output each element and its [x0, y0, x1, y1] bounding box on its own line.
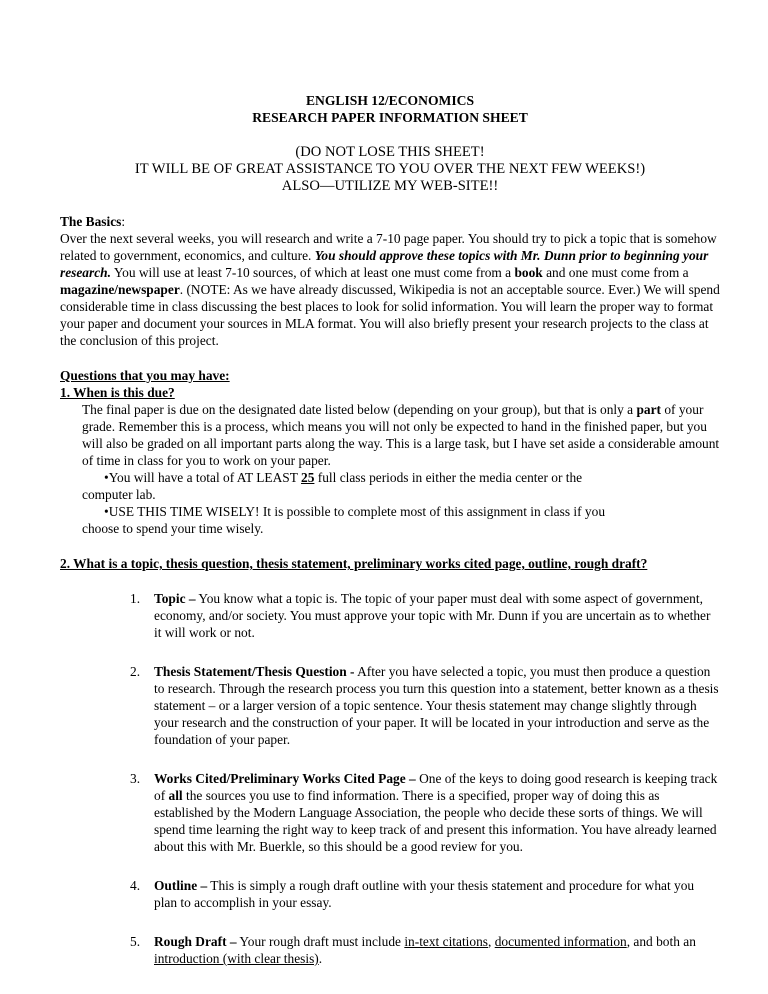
- basics-heading: The Basics:: [60, 214, 126, 229]
- question-2-heading: 2. What is a topic, thesis question, thesis statement, preliminary works cited page, outline, rough draft?: [60, 556, 648, 571]
- definition-item-works-cited: 3. Works Cited/Preliminary Works Cited Page – One of the keys to doing good research is keeping track of all the sources you use to find information. There is a specified, proper way of doing this as established by the Modern Language Association, the people who decide these sorts of things. We will spend time learning the right way to keep track of and present this information. You have already learned about this with Mr. Buerkle, so this should be a good review for you.: [130, 771, 718, 854]
- bullet-icon: •: [104, 470, 109, 485]
- notice-line-3: ALSO—UTILIZE MY WEB-SITE!!: [281, 178, 499, 194]
- notice-line-1: (DO NOT LOSE THIS SHEET!: [295, 144, 485, 160]
- questions-heading: Questions that you may have:: [60, 368, 230, 383]
- definition-item-thesis: 2. Thesis Statement/Thesis Question - After you have selected a topic, you must then produce a question to research. Through the research process you turn this question into a statement, better known as a thesis statement – or a larger version of a topic sentence. Your thesis statement may change slightly through your research and the construction of your paper. It will be located in your introduction and serve as the foundation of your paper.: [130, 664, 719, 747]
- notice-line-2: IT WILL BE OF GREAT ASSISTANCE TO YOU OVER THE NEXT FEW WEEKS!): [134, 161, 646, 177]
- question-1-paragraph: The final paper is due on the designated date listed below (depending on your group), but that is only a part of your grade. Remember this is a process, which means you will not only be expected to hand in the finished paper, but you will also be graded on all important parts along the way. This is a large task, but I have set aside a considerable amount of time in class for you to work on your paper.: [82, 402, 720, 468]
- bullet-icon: •: [104, 504, 109, 519]
- title-line-2: RESEARCH PAPER INFORMATION SHEET: [252, 110, 528, 125]
- document-title: [60, 92, 720, 126]
- bullet-item-2: •USE THIS TIME WISELY! It is possible to complete most of this assignment in class if you choose to spend your time wisely.: [82, 504, 606, 536]
- basics-section: [60, 213, 720, 349]
- document-page: [60, 92, 720, 967]
- question-1-heading: 1. When is this due?: [60, 385, 175, 400]
- definition-item-outline: 4. Outline – This is simply a rough draft outline with your thesis statement and procedure for what you plan to accomplish in your essay.: [130, 878, 695, 910]
- notice-block: [60, 144, 720, 195]
- definition-item-rough-draft: 5. Rough Draft – Your rough draft must include in-text citations, documented information, and both an introduction (with clear thesis).: [130, 934, 696, 966]
- definition-item-topic: 1. Topic – You know what a topic is. The topic of your paper must deal with some aspect of government, economy, and/or society. You must approve your topic with Mr. Dunn if you are uncertain as to whether it will work or not.: [130, 591, 711, 640]
- bullet-item-1: •You will have a total of AT LEAST 25 full class periods in either the media center or the computer lab.: [82, 470, 583, 502]
- title-line-1: ENGLISH 12/ECONOMICS: [305, 93, 475, 108]
- questions-section: [60, 367, 720, 967]
- basics-paragraph: Over the next several weeks, you will research and write a 7-10 page paper. You should try to pick a topic that is somehow related to government, economics, and culture. You should approve these topics with Mr. Dunn prior to beginning your research. You will use at least 7-10 sources, of which at least one must come from a book and one must come from a magazine/newspaper. (NOTE: As we have already discussed, Wikipedia is not an acceptable source. Ever.) We will spend considerable time in class discussing the best places to look for solid information. You will learn the proper way to format your paper and document your sources in MLA format. You will also briefly present your research projects to the class at the conclusion of this project.: [60, 231, 720, 348]
